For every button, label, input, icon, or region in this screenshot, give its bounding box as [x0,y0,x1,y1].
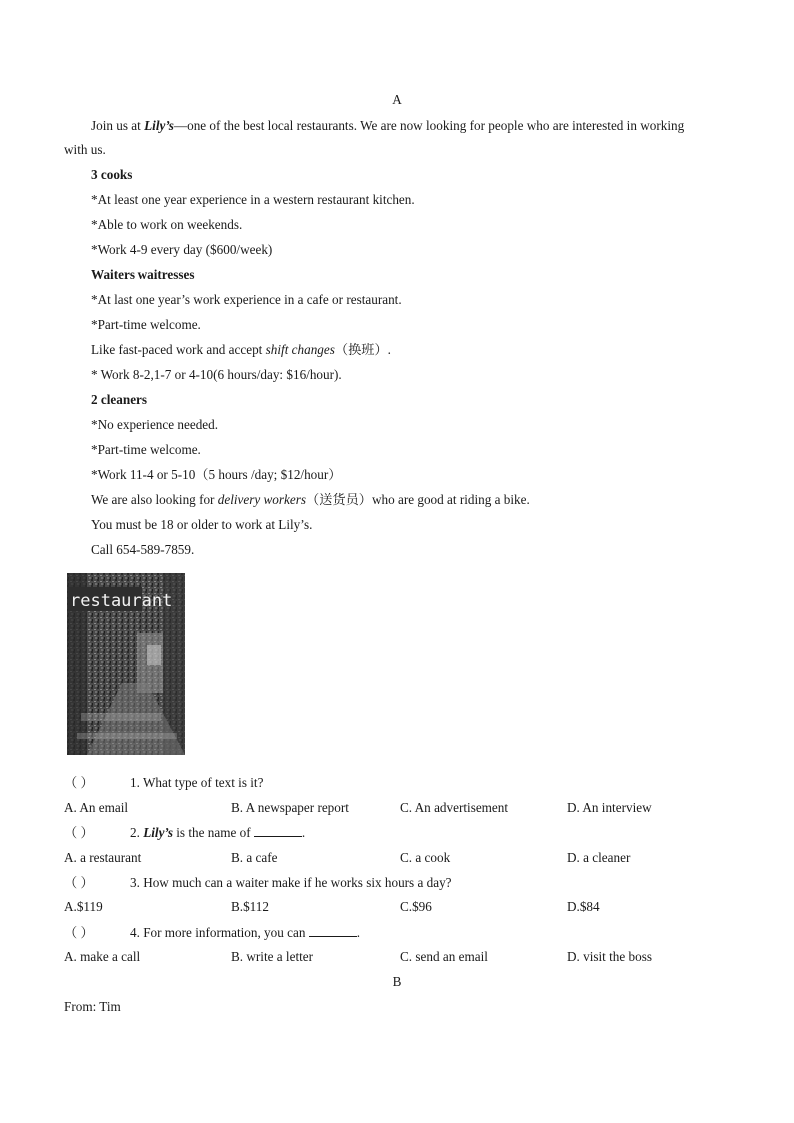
intro-post: —one of the best local restaurants. We are now looking for people who are interested in working [173,118,685,133]
restaurant-name: Lily’s [143,825,173,840]
section-a-heading: A [392,92,402,107]
option-a: A. An email [64,800,129,815]
answer-paren[interactable]: （ ） [64,775,94,790]
delivery-line [91,492,530,508]
question-3 [64,875,452,891]
question-stem: 4. For more information, you can [130,925,309,940]
question-stem: is the name of [172,825,254,840]
cleaners-item: *No experience needed. [91,417,219,432]
option-a: A. a restaurant [64,850,142,865]
waiters-hours: * Work 8-2,1-7 or 4-10(6 hours/day: $16/hour). [91,367,342,382]
option-b: B. write a letter [231,949,314,964]
option-a: A. make a call [64,949,141,964]
call-line: Call 654-589-7859. [91,542,195,557]
question-1 [64,775,263,791]
answer-paren[interactable]: （ ） [64,875,94,890]
cooks-item: *Work 4-9 every day ($600/week) [91,242,273,257]
intro-continued: with us. [64,142,106,157]
restaurant-photo [67,573,185,755]
option-c: C. a cook [400,850,451,865]
intro-text [91,118,684,134]
cooks-item: *Able to work on weekends. [91,217,243,232]
section-b-heading: B [392,974,402,989]
restaurant-name: Lily’s [144,118,174,133]
option-c: C. send an email [400,949,488,964]
question-stem: 3. How much can a waiter make if he works six hours a day? [130,875,452,890]
question-stem: 1. What type of text is it? [130,775,264,790]
question-2: （ ） 2. Lily’s is the name of . [64,825,306,840]
option-d: D.$84 [567,899,600,914]
waiters-item: *At last one year’s work experience in a cafe or restaurant. [91,292,402,307]
age-requirement: You must be 18 or older to work at Lily’s. [91,517,313,532]
from-line: From: Tim [64,999,121,1014]
option-b: B.$112 [231,899,269,914]
question-number: 2. [130,825,144,840]
cooks-item: *At least one year experience in a western restaurant kitchen. [91,192,415,207]
question-4: （ ） 4. For more information, you can . [64,925,361,940]
delivery-term: delivery workers [217,492,307,507]
option-d: D. a cleaner [567,850,631,865]
option-b: B. a cafe [231,850,278,865]
waiters-item: *Part-time welcome. [91,317,201,332]
restaurant-sign: restaurant [70,591,173,611]
delivery-post: （送货员）who are good at riding a bike. [306,492,530,507]
intro-pre: Join us at [91,118,145,133]
cleaners-item: *Part-time welcome. [91,442,201,457]
answer-paren[interactable]: （ ） [64,825,94,840]
waiters-heading: Waiters waitresses [91,267,195,282]
answer-paren[interactable]: （ ） [64,925,94,940]
shift-term: shift changes [265,342,335,357]
option-c: C. An advertisement [400,800,509,815]
shift-pre: Like fast-paced work and accept [91,342,266,357]
option-c: C.$96 [400,899,432,914]
delivery-pre: We are also looking for [91,492,218,507]
cleaners-item: *Work 11-4 or 5-10（5 hours /day; $12/hour） [91,467,342,482]
waiters-shift-line [91,342,391,358]
answer-blank[interactable] [309,925,357,937]
option-a: A.$119 [64,899,103,914]
option-d: D. visit the boss [567,949,652,964]
option-d: D. An interview [567,800,652,815]
option-b: B. A newspaper report [231,800,349,815]
cooks-heading: 3 cooks [91,167,133,182]
answer-blank[interactable] [254,825,302,837]
cleaners-heading: 2 cleaners [91,392,148,407]
shift-post: （换班）. [334,342,391,357]
